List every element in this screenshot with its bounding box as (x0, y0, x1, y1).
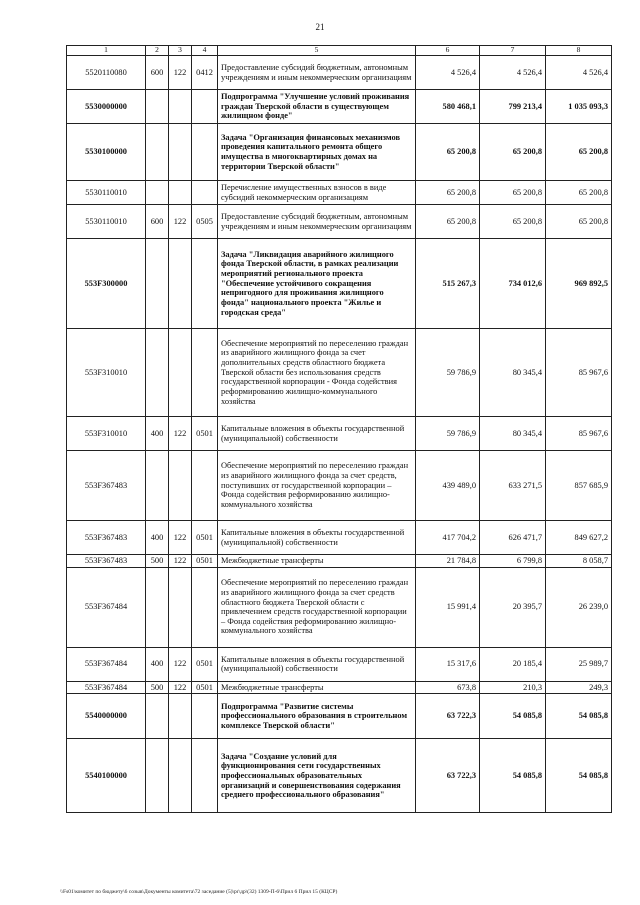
table-row (67, 647, 612, 681)
description-cell: Предоставление субсидий бюджетным, автономным учреждениям и иным некоммерческим организациям (218, 56, 416, 90)
amount-cell: 65 200,8 (480, 124, 546, 181)
cc-cell (192, 739, 218, 813)
table-row (67, 124, 612, 181)
amount-cell: 54 085,8 (480, 694, 546, 739)
amount-cell: 249,3 (546, 681, 612, 694)
table-row (67, 521, 612, 555)
code-cell: 5540100000 (67, 739, 146, 813)
cc-cell (192, 694, 218, 739)
cc-cell: 500 (146, 681, 169, 694)
cc-cell (169, 451, 192, 521)
cc-cell: 122 (169, 681, 192, 694)
amount-cell: 857 685,9 (546, 451, 612, 521)
amount-cell: 59 786,9 (416, 329, 480, 417)
cc-cell: 0505 (192, 205, 218, 239)
cc-cell: 0501 (192, 417, 218, 451)
amount-cell: 580 468,1 (416, 90, 480, 124)
amount-cell: 26 239,0 (546, 567, 612, 647)
header-cell: 4 (192, 46, 218, 56)
cc-cell (146, 124, 169, 181)
cc-cell: 400 (146, 417, 169, 451)
description-cell: Межбюджетные трансферты (218, 555, 416, 568)
amount-cell: 4 526,4 (546, 56, 612, 90)
cc-cell (192, 124, 218, 181)
budget-table (66, 45, 612, 813)
code-cell: 553F367483 (67, 521, 146, 555)
cc-cell: 600 (146, 56, 169, 90)
cc-cell (169, 90, 192, 124)
amount-cell: 59 786,9 (416, 417, 480, 451)
table-row (67, 417, 612, 451)
description-cell: Подпрограмма "Развитие системы профессионального образования в строительном комплексе Тверской области" (218, 694, 416, 739)
code-cell: 553F367484 (67, 681, 146, 694)
amount-cell: 65 200,8 (480, 181, 546, 205)
cc-cell: 122 (169, 647, 192, 681)
amount-cell: 85 967,6 (546, 417, 612, 451)
amount-cell: 417 704,2 (416, 521, 480, 555)
cc-cell (146, 329, 169, 417)
amount-cell: 21 784,8 (416, 555, 480, 568)
description-cell: Обеспечение мероприятий по переселению граждан из аварийного жилищного фонда за счет дополнительных средств областного бюджета Тверской области без использования средств государственной корпорации - Фонда содействия реформированию жилищно-коммунального хозяйства (218, 329, 416, 417)
amount-cell: 849 627,2 (546, 521, 612, 555)
cc-cell: 0501 (192, 647, 218, 681)
amount-cell: 65 200,8 (416, 205, 480, 239)
amount-cell: 969 892,5 (546, 239, 612, 329)
cc-cell (146, 90, 169, 124)
code-cell: 5530110010 (67, 181, 146, 205)
cc-cell: 0501 (192, 555, 218, 568)
amount-cell: 439 489,0 (416, 451, 480, 521)
cc-cell: 122 (169, 417, 192, 451)
amount-cell: 4 526,4 (416, 56, 480, 90)
amount-cell: 15 991,4 (416, 567, 480, 647)
description-cell: Межбюджетные трансферты (218, 681, 416, 694)
code-cell: 553F300000 (67, 239, 146, 329)
description-cell: Обеспечение мероприятий по переселению граждан из аварийного жилищного фонда за счет средств областного бюджета Тверской области с привлечением средств государственной корпорации – Фонда содействия реформированию жилищно-коммунального хозяйства (218, 567, 416, 647)
amount-cell: 626 471,7 (480, 521, 546, 555)
amount-cell: 54 085,8 (546, 694, 612, 739)
cc-cell (169, 181, 192, 205)
table-row (67, 56, 612, 90)
cc-cell: 600 (146, 205, 169, 239)
amount-cell: 65 200,8 (546, 181, 612, 205)
amount-cell: 633 271,5 (480, 451, 546, 521)
table-row (67, 451, 612, 521)
cc-cell (169, 694, 192, 739)
code-cell: 553F367483 (67, 451, 146, 521)
table-row (67, 239, 612, 329)
code-cell: 5520110080 (67, 56, 146, 90)
cc-cell (192, 90, 218, 124)
amount-cell: 6 799,8 (480, 555, 546, 568)
code-cell: 5540000000 (67, 694, 146, 739)
amount-cell: 85 967,6 (546, 329, 612, 417)
description-cell: Обеспечение мероприятий по переселению граждан из аварийного жилищного фонда за счет средств, поступивших от государственной корпорации – Фонда содействия реформированию жилищно-коммунального хозяйства (218, 451, 416, 521)
cc-cell (169, 739, 192, 813)
code-cell: 5530110010 (67, 205, 146, 239)
amount-cell: 799 213,4 (480, 90, 546, 124)
code-cell: 553F367484 (67, 567, 146, 647)
cc-cell (192, 567, 218, 647)
amount-cell: 80 345,4 (480, 329, 546, 417)
description-cell: Капитальные вложения в объекты государственной (муниципальной) собственности (218, 417, 416, 451)
code-cell: 553F367483 (67, 555, 146, 568)
amount-cell: 65 200,8 (546, 205, 612, 239)
amount-cell: 1 035 093,3 (546, 90, 612, 124)
amount-cell: 8 058,7 (546, 555, 612, 568)
table-row (67, 739, 612, 813)
amount-cell: 54 085,8 (546, 739, 612, 813)
header-row (67, 46, 612, 56)
description-cell: Капитальные вложения в объекты государственной (муниципальной) собственности (218, 647, 416, 681)
amount-cell: 65 200,8 (480, 205, 546, 239)
page-number: 21 (315, 22, 325, 32)
description-cell: Предоставление субсидий бюджетным, автономным учреждениям и иным некоммерческим организациям (218, 205, 416, 239)
cc-cell: 122 (169, 205, 192, 239)
amount-cell: 65 200,8 (416, 124, 480, 181)
amount-cell: 515 267,3 (416, 239, 480, 329)
cc-cell: 400 (146, 647, 169, 681)
amount-cell: 15 317,6 (416, 647, 480, 681)
description-cell: Капитальные вложения в объекты государственной (муниципальной) собственности (218, 521, 416, 555)
cc-cell: 400 (146, 521, 169, 555)
footer-file-path: \\Fs01\комитет по бюджету\6 созыв\Документы комитета\72 заседание (5)\pr\др\(32) 1309-П-6\Прил 6 Прил 15 (КЦСР) (60, 889, 338, 895)
amount-cell: 63 722,3 (416, 694, 480, 739)
cc-cell (146, 451, 169, 521)
amount-cell: 673,8 (416, 681, 480, 694)
amount-cell: 210,3 (480, 681, 546, 694)
amount-cell: 80 345,4 (480, 417, 546, 451)
cc-cell (146, 739, 169, 813)
code-cell: 553F310010 (67, 417, 146, 451)
code-cell: 553F367484 (67, 647, 146, 681)
cc-cell: 0412 (192, 56, 218, 90)
description-cell: Перечисление имущественных взносов в виде субсидий некоммерческим организациям (218, 181, 416, 205)
table-row (67, 181, 612, 205)
cc-cell: 0501 (192, 521, 218, 555)
description-cell: Задача "Ликвидация аварийного жилищного фонда Тверской области, в рамках реализации мероприятий регионального проекта "Обеспечение устойчивого сокращения непригодного для проживания жилищного фонда" национального проекта "Жилье и городская среда" (218, 239, 416, 329)
cc-cell (169, 329, 192, 417)
table-row (67, 205, 612, 239)
cc-cell (146, 694, 169, 739)
amount-cell: 20 185,4 (480, 647, 546, 681)
header-cell: 7 (480, 46, 546, 56)
amount-cell: 20 395,7 (480, 567, 546, 647)
table-row (67, 694, 612, 739)
cc-cell: 0501 (192, 681, 218, 694)
cc-cell (169, 239, 192, 329)
cc-cell: 122 (169, 555, 192, 568)
amount-cell: 25 989,7 (546, 647, 612, 681)
cc-cell (192, 451, 218, 521)
cc-cell: 122 (169, 56, 192, 90)
amount-cell: 734 012,6 (480, 239, 546, 329)
cc-cell: 122 (169, 521, 192, 555)
amount-cell: 54 085,8 (480, 739, 546, 813)
cc-cell (192, 329, 218, 417)
header-cell: 6 (416, 46, 480, 56)
cc-cell (169, 567, 192, 647)
header-cell: 3 (169, 46, 192, 56)
header-cell: 5 (218, 46, 416, 56)
description-cell: Задача "Организация финансовых механизмов проведения капитального ремонта общего имущества в многоквартирных домах на территории Тверской области" (218, 124, 416, 181)
amount-cell: 63 722,3 (416, 739, 480, 813)
code-cell: 5530000000 (67, 90, 146, 124)
code-cell: 553F310010 (67, 329, 146, 417)
description-cell: Задача "Создание условий для функционирования сети государственных профессиональных образовательных организаций и совершенствования содержания среднего профессионального образования" (218, 739, 416, 813)
amount-cell: 4 526,4 (480, 56, 546, 90)
amount-cell: 65 200,8 (416, 181, 480, 205)
code-cell: 5530100000 (67, 124, 146, 181)
cc-cell (146, 239, 169, 329)
cc-cell (146, 567, 169, 647)
cc-cell (192, 239, 218, 329)
table-row (67, 90, 612, 124)
cc-cell (192, 181, 218, 205)
header-cell: 1 (67, 46, 146, 56)
table-row (67, 567, 612, 647)
table-row (67, 555, 612, 568)
header-cell: 2 (146, 46, 169, 56)
description-cell: Подпрограмма "Улучшение условий проживания граждан Тверской области в существующем жилищном фонде" (218, 90, 416, 124)
amount-cell: 65 200,8 (546, 124, 612, 181)
cc-cell (169, 124, 192, 181)
cc-cell (146, 181, 169, 205)
table-row (67, 329, 612, 417)
header-cell: 8 (546, 46, 612, 56)
cc-cell: 500 (146, 555, 169, 568)
table-row (67, 681, 612, 694)
